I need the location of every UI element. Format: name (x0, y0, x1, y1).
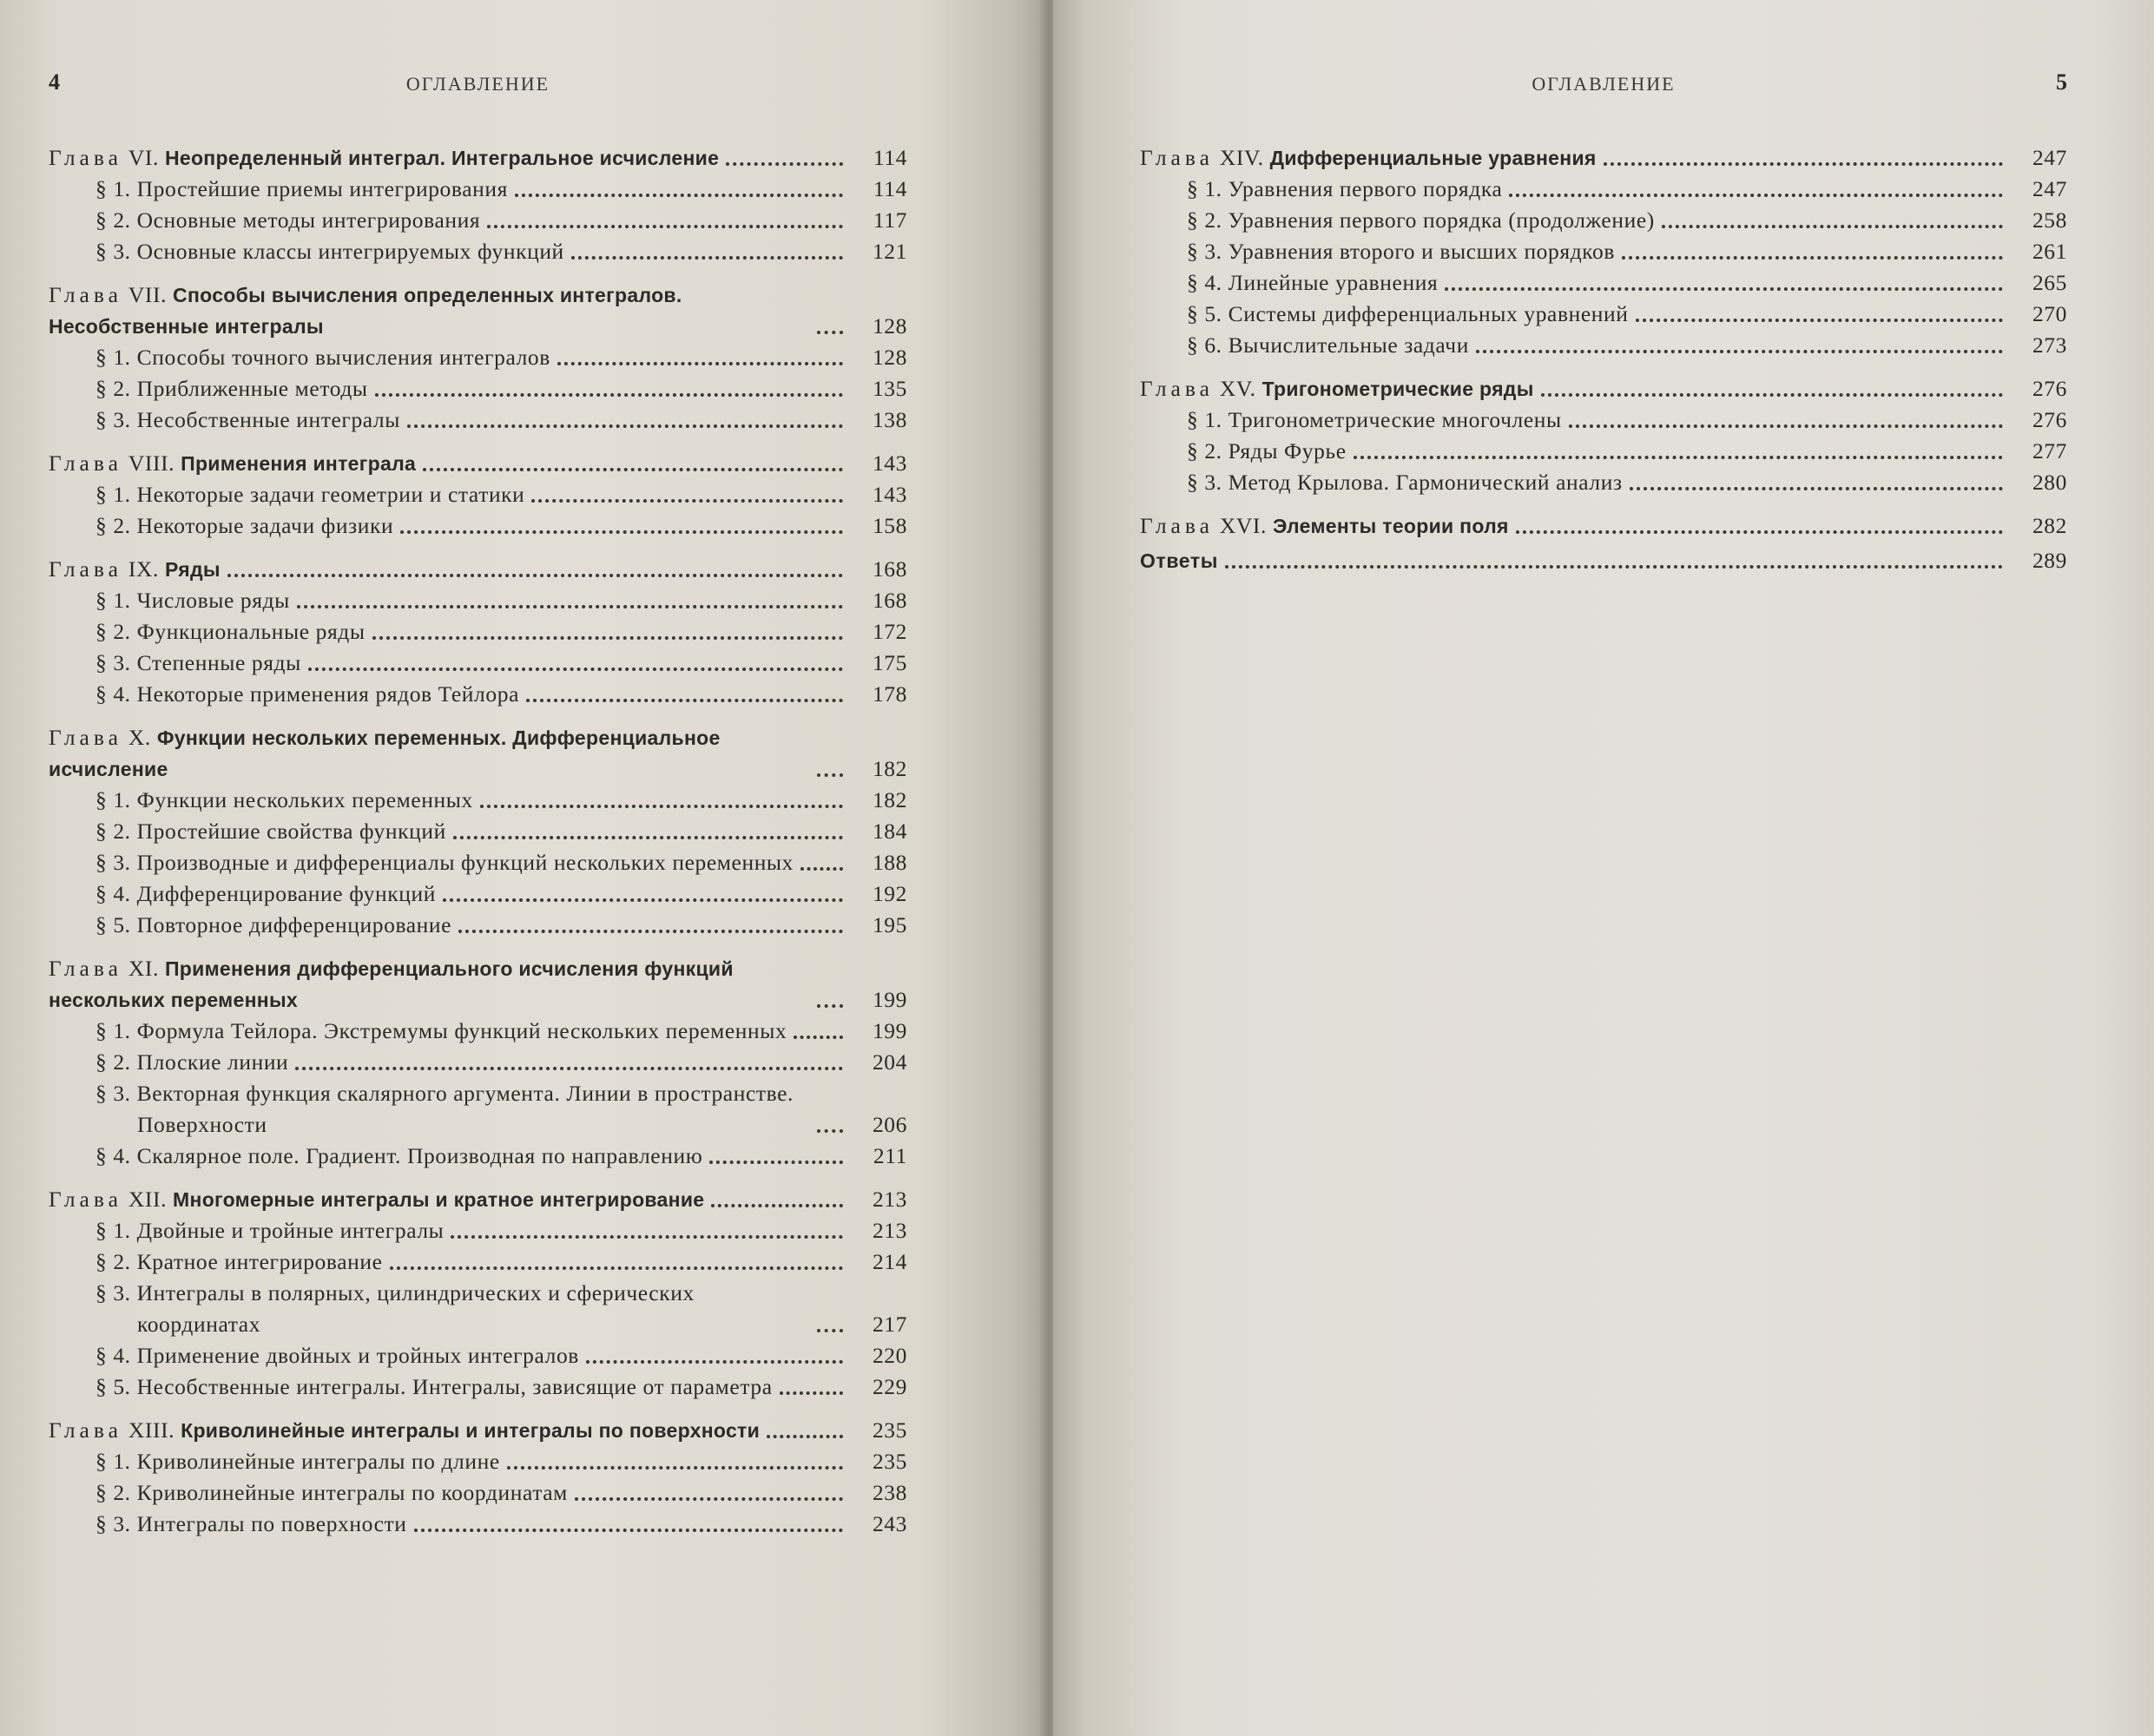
section-title (1187, 436, 1347, 467)
section-title (1187, 330, 1469, 361)
section-title (1187, 404, 1562, 436)
chapter-title: Многомерные интегралы и кратное интегрирование (173, 1188, 705, 1211)
dot-leader (375, 393, 843, 397)
section-title (96, 236, 564, 267)
dot-leader (423, 468, 843, 471)
dot-leader (1541, 393, 2003, 397)
dot-leader (414, 1529, 843, 1532)
dot-leader (295, 1067, 843, 1070)
section-text: § 3. Основные классы интегрируемых функций (96, 239, 564, 264)
page-reference: 217 (872, 1312, 907, 1337)
toc-section-entry (49, 878, 907, 910)
section-title (96, 404, 400, 436)
chapter-heading (1140, 373, 1534, 404)
section-text: § 4. Применение двойных и тройных интегралов (96, 1343, 579, 1368)
page-reference: 211 (873, 1143, 907, 1168)
section-text: § 5. Системы дифференциальных уравнений (1187, 301, 1629, 326)
section-title (96, 679, 519, 710)
chapter-heading (49, 1415, 760, 1446)
section-text: § 1. Формула Тейлора. Экстремумы функций нескольких переменных (96, 1018, 787, 1043)
toc-section-entry (1140, 404, 2067, 436)
page-reference: 238 (872, 1480, 907, 1505)
chapter-heading (49, 722, 810, 785)
page-reference: 258 (2032, 207, 2067, 233)
section-title (96, 816, 446, 847)
section-title (96, 648, 301, 679)
chapter-title: Ряды (164, 558, 221, 581)
chapter-numeral: XIV. (1219, 145, 1264, 170)
chapter-numeral: XII. (128, 1187, 168, 1212)
section-title (96, 1446, 500, 1477)
page-number: 4 (49, 69, 60, 95)
page-reference: 280 (2032, 470, 2067, 495)
page-reference: 128 (872, 313, 907, 339)
section-text: § 2. Некоторые задачи физики (96, 513, 394, 538)
page-reference: 214 (872, 1249, 907, 1274)
section-title (96, 342, 550, 373)
dot-leader (407, 424, 843, 428)
dot-leader (1569, 424, 2003, 428)
chapter-title: Криволинейные интегралы и интегралы по поверхности (181, 1419, 761, 1442)
toc-section-entry (49, 479, 907, 510)
toc-section-entry (1140, 267, 2067, 299)
toc-section-entry (1140, 330, 2067, 361)
page-reference: 121 (872, 239, 907, 264)
running-title: ОГЛАВЛЕНИЕ (1532, 73, 1676, 95)
section-text: § 1. Тригонометрические многочлены (1187, 407, 1562, 432)
toc-chapter-entry (49, 953, 907, 1016)
dot-leader (526, 699, 843, 702)
dot-leader (1636, 319, 2003, 322)
chapter-title: Неопределенный интеграл. Интегральное исчисление (164, 147, 720, 169)
page-reference: 277 (2032, 438, 2067, 464)
dot-leader (507, 1466, 843, 1470)
chapter-label: Глава (49, 725, 122, 750)
section-title (1187, 174, 1502, 205)
dot-leader (1509, 194, 2003, 197)
toc-chapter-entry (49, 1415, 907, 1446)
page-reference: 247 (2032, 176, 2067, 201)
page-reference: 175 (872, 650, 907, 675)
page-reference: 261 (2032, 239, 2067, 264)
section-title (1187, 299, 1629, 330)
section-title (96, 1246, 383, 1278)
dot-leader (794, 1036, 843, 1039)
section-text: § 2. Основные методы интегрирования (96, 207, 481, 233)
page-reference: 158 (872, 513, 907, 538)
answers-title: Ответы (1140, 549, 1218, 572)
section-text: § 2. Кратное интегрирование (96, 1249, 383, 1274)
toc-section-entry (49, 1078, 907, 1141)
dot-leader (575, 1497, 843, 1501)
page-reference: 220 (872, 1343, 907, 1368)
chapter-title: Элементы теории поля (1272, 515, 1509, 537)
section-text: § 5. Повторное дифференцирование (96, 912, 452, 937)
toc-chapter-entry (49, 142, 907, 174)
chapter-numeral: X. (128, 725, 151, 750)
chapter-title: Применения интеграла (181, 452, 417, 475)
dot-leader (451, 1235, 843, 1239)
page-reference: 206 (872, 1112, 907, 1137)
section-title (96, 510, 393, 542)
dot-leader (531, 499, 843, 503)
dot-leader (1516, 530, 2003, 534)
section-title (96, 1047, 288, 1078)
toc-section-entry (1140, 467, 2067, 498)
chapter-numeral: VII. (128, 282, 168, 307)
dot-leader (709, 1161, 843, 1164)
toc-section-entry (49, 1477, 907, 1509)
chapter-label: Глава (49, 556, 122, 582)
section-text: § 2. Приближенные методы (96, 376, 368, 401)
section-text: § 4. Скалярное поле. Градиент. Производная по направлению (96, 1143, 703, 1168)
page-reference: 282 (2032, 513, 2067, 538)
section-title (96, 910, 451, 941)
dot-leader (1476, 350, 2003, 353)
page-reference: 270 (2032, 301, 2067, 326)
toc-section-entry (49, 1246, 907, 1278)
section-title (96, 205, 480, 236)
section-title (96, 1477, 568, 1509)
toc-section-entry (1140, 436, 2067, 467)
page-reference: 172 (872, 619, 907, 644)
chapter-heading (49, 448, 416, 479)
section-title (96, 616, 366, 648)
page-reference: 114 (873, 176, 907, 201)
toc-section-entry (49, 1215, 907, 1246)
chapter-label: Глава (49, 1187, 122, 1212)
section-title (96, 878, 436, 910)
dot-leader (372, 636, 843, 640)
chapter-numeral: VI. (128, 145, 159, 170)
dot-leader (767, 1435, 843, 1438)
dot-leader (480, 805, 843, 808)
toc-section-entry (49, 847, 907, 878)
dot-leader (817, 331, 843, 334)
dot-leader (515, 194, 843, 197)
section-title (96, 1509, 407, 1540)
chapter-numeral: IX. (128, 556, 159, 582)
section-title (96, 174, 508, 205)
page-reference: 199 (872, 987, 907, 1012)
chapter-numeral: XIII. (128, 1417, 175, 1443)
page-reference: 143 (872, 482, 907, 507)
page-reference: 243 (872, 1511, 907, 1536)
section-text: § 1. Некоторые задачи геометрии и статики (96, 482, 525, 507)
dot-leader (443, 898, 843, 902)
toc-chapter-entry (1140, 373, 2067, 404)
dot-leader (400, 530, 843, 534)
page-reference: 138 (872, 407, 907, 432)
page-reference: 128 (872, 345, 907, 370)
page-reference: 143 (872, 450, 907, 476)
dot-leader (571, 256, 843, 260)
section-title (1187, 205, 1655, 236)
section-title (96, 585, 290, 616)
page-reference: 188 (872, 850, 907, 875)
toc-chapter-entry (49, 722, 907, 785)
dot-leader (308, 667, 843, 671)
section-text: § 1. Способы точного вычисления интегралов (96, 345, 550, 370)
page-reference: 235 (872, 1449, 907, 1474)
section-text: § 2. Функциональные ряды (96, 619, 366, 644)
chapter-heading (1140, 510, 1509, 542)
page-reference: 213 (872, 1218, 907, 1243)
toc-section-entry (49, 373, 907, 404)
toc-section-entry (49, 585, 907, 616)
toc-chapter-entry (1140, 510, 2067, 542)
page-reference: 265 (2032, 270, 2067, 295)
page-reference: 235 (872, 1417, 907, 1443)
section-text: § 1. Простейшие приемы интегрирования (96, 176, 508, 201)
chapter-label: Глава (49, 282, 122, 307)
section-text: § 2. Простейшие свойства функций (96, 819, 446, 844)
section-text: § 6. Вычислительные задачи (1187, 332, 1469, 358)
page-reference: 195 (872, 912, 907, 937)
running-title: ОГЛАВЛЕНИЕ (405, 73, 550, 95)
section-title (96, 1016, 787, 1047)
page-reference: 289 (2032, 548, 2067, 573)
chapter-title: Применения дифференциального исчисления функций нескольких переменных (49, 957, 734, 1011)
page-reference: 192 (872, 881, 907, 906)
chapter-numeral: XV. (1219, 376, 1256, 401)
toc-chapter-entry (49, 1184, 907, 1215)
section-title (96, 785, 473, 816)
answers-heading (1140, 545, 1218, 576)
section-text: § 3. Интегралы в полярных, цилиндрических и сферических координатах (96, 1280, 695, 1337)
dot-leader (390, 1266, 843, 1270)
page-reference: 184 (872, 819, 907, 844)
page-reference: 168 (872, 588, 907, 613)
toc-section-entry (49, 236, 907, 267)
chapter-title: Способы вычисления определенных интегралов. Несобственные интегралы (49, 284, 682, 338)
section-text: § 1. Уравнения первого порядка (1187, 176, 1503, 201)
toc-chapter-entry (49, 554, 907, 585)
chapter-label: Глава (49, 1417, 122, 1443)
section-text: § 1. Криволинейные интегралы по длине (96, 1449, 500, 1474)
toc-section-entry (49, 1141, 907, 1172)
section-text: § 2. Ряды Фурье (1187, 438, 1347, 464)
section-text: § 2. Криволинейные интегралы по координатам (96, 1480, 568, 1505)
running-head (1140, 69, 2067, 104)
chapter-label: Глава (49, 145, 122, 170)
section-title (96, 373, 368, 404)
section-title (96, 1141, 702, 1172)
section-text: § 2. Плоские линии (96, 1049, 289, 1075)
page-reference: 199 (872, 1018, 907, 1043)
dot-leader (1630, 487, 2003, 490)
page-reference: 114 (873, 145, 907, 170)
chapter-title: Дифференциальные уравнения (1269, 147, 1597, 169)
page-reference: 178 (872, 681, 907, 707)
dot-leader (227, 574, 843, 577)
toc-section-entry (49, 1509, 907, 1540)
section-text: § 3. Производные и дифференциалы функций нескольких переменных (96, 850, 794, 875)
toc-section-entry (49, 1047, 907, 1078)
dot-leader (458, 930, 843, 933)
page-reference: 229 (872, 1374, 907, 1399)
section-text: § 3. Метод Крылова. Гармонический анализ (1187, 470, 1623, 495)
section-title (96, 847, 794, 878)
chapter-heading (49, 279, 810, 342)
dot-leader (453, 836, 843, 839)
dot-leader (1225, 565, 2003, 569)
toc-chapter-entry (49, 279, 907, 342)
toc-section-entry (49, 616, 907, 648)
page-reference: 276 (2032, 376, 2067, 401)
dot-leader (817, 1004, 843, 1008)
section-text: § 3. Уравнения второго и высших порядков (1187, 239, 1615, 264)
chapter-heading (49, 953, 810, 1016)
page-number: 5 (2056, 69, 2067, 95)
dot-leader (557, 362, 843, 365)
table-of-contents (1140, 142, 2067, 576)
section-text: § 3. Несобственные интегралы (96, 407, 400, 432)
page-reference: 182 (872, 756, 907, 781)
dot-leader (817, 773, 843, 777)
toc-section-entry (49, 1340, 907, 1371)
page-reference: 204 (872, 1049, 907, 1075)
toc-section-entry (49, 404, 907, 436)
section-title (1187, 236, 1615, 267)
chapter-label: Глава (1140, 145, 1214, 170)
section-title (1187, 267, 1438, 299)
section-text: § 1. Двойные и тройные интегралы (96, 1218, 445, 1243)
toc-section-entry (49, 1016, 907, 1047)
page-reference: 182 (872, 787, 907, 812)
section-text: § 3. Степенные ряды (96, 650, 301, 675)
page-reference: 213 (872, 1187, 907, 1212)
toc-section-entry (49, 174, 907, 205)
section-text: § 5. Несобственные интегралы. Интегралы, зависящие от параметра (96, 1374, 773, 1399)
section-text: § 2. Уравнения первого порядка (продолжение) (1187, 207, 1655, 233)
chapter-numeral: XI. (128, 956, 159, 981)
toc-section-entry (49, 342, 907, 373)
page-reference: 247 (2032, 145, 2067, 170)
section-title (96, 1215, 444, 1246)
dot-leader (817, 1329, 843, 1332)
chapter-heading (49, 142, 719, 174)
page-reference: 135 (872, 376, 907, 401)
running-head (49, 69, 907, 104)
dot-leader (1622, 256, 2003, 260)
page-reference: 276 (2032, 407, 2067, 432)
section-title (96, 1278, 810, 1340)
toc-answers-entry (1140, 545, 2067, 576)
toc-section-entry (1140, 299, 2067, 330)
chapter-title: Функции нескольких переменных. Дифференциальное исчисление (49, 727, 721, 780)
toc-section-entry (49, 816, 907, 847)
right-page (1053, 0, 2154, 1736)
chapter-label: Глава (49, 956, 122, 981)
dot-leader (726, 162, 843, 166)
toc-chapter-entry (1140, 142, 2067, 174)
section-text: § 1. Числовые ряды (96, 588, 290, 613)
toc-section-entry (49, 648, 907, 679)
toc-section-entry (49, 510, 907, 542)
chapter-label: Глава (1140, 376, 1214, 401)
toc-section-entry (49, 785, 907, 816)
chapter-label: Глава (1140, 513, 1214, 538)
chapter-numeral: VIII. (128, 450, 175, 476)
section-title (96, 479, 524, 510)
chapter-label: Глава (49, 450, 122, 476)
toc-section-entry (49, 205, 907, 236)
toc-chapter-entry (49, 448, 907, 479)
section-text: § 4. Дифференцирование функций (96, 881, 437, 906)
page-reference: 273 (2032, 332, 2067, 358)
section-text: § 4. Некоторые применения рядов Тейлора (96, 681, 519, 707)
dot-leader (1604, 162, 2003, 166)
section-title (96, 1078, 810, 1141)
chapter-numeral: XVI. (1219, 513, 1267, 538)
section-title (1187, 467, 1623, 498)
chapter-heading (1140, 142, 1597, 174)
dot-leader (780, 1391, 843, 1395)
toc-section-entry (49, 910, 907, 941)
page-reference: 117 (873, 207, 907, 233)
section-text: § 3. Интегралы по поверхности (96, 1511, 407, 1536)
section-title (96, 1340, 579, 1371)
toc-section-entry (1140, 174, 2067, 205)
section-text: § 3. Векторная функция скалярного аргумента. Линии в пространстве. Поверхности (96, 1081, 794, 1137)
section-text: § 4. Линейные уравнения (1187, 270, 1439, 295)
toc-section-entry (1140, 236, 2067, 267)
toc-section-entry (1140, 205, 2067, 236)
dot-leader (1354, 456, 2003, 459)
dot-leader (297, 605, 843, 608)
left-page (0, 0, 1046, 1736)
dot-leader (800, 867, 843, 871)
dot-leader (1662, 225, 2003, 228)
section-title (96, 1371, 773, 1403)
chapter-heading (49, 554, 221, 585)
page-reference: 168 (872, 556, 907, 582)
section-text: § 1. Функции нескольких переменных (96, 787, 473, 812)
dot-leader (586, 1360, 843, 1364)
chapter-heading (49, 1184, 704, 1215)
dot-leader (1445, 287, 2003, 291)
toc-section-entry (49, 1278, 907, 1340)
chapter-title: Тригонометрические ряды (1261, 378, 1534, 400)
dot-leader (711, 1204, 843, 1207)
toc-section-entry (49, 1446, 907, 1477)
toc-section-entry (49, 1371, 907, 1403)
dot-leader (487, 225, 843, 228)
dot-leader (817, 1129, 843, 1133)
toc-section-entry (49, 679, 907, 710)
table-of-contents (49, 142, 907, 1540)
